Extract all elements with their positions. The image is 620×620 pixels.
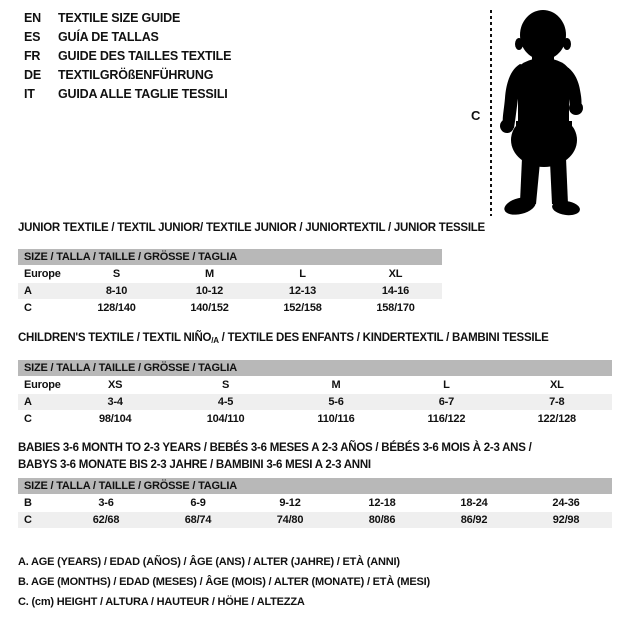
size-cell: 152/158 (283, 302, 322, 314)
size-cell: 10-12 (195, 285, 224, 297)
row-label: A (24, 396, 32, 408)
size-cell: 128/140 (97, 302, 136, 314)
size-cell: S (222, 379, 230, 391)
language-label: TEXTILE SIZE GUIDE (58, 11, 181, 25)
size-cell: 12-18 (368, 497, 396, 509)
language-list (24, 9, 231, 104)
table-row (18, 512, 612, 528)
table-row (18, 283, 442, 299)
row-label: C (24, 302, 32, 314)
size-cell: 158/170 (376, 302, 415, 314)
size-cell: XL (388, 268, 403, 280)
size-cell: 5-6 (328, 396, 344, 408)
size-cell: 62/68 (92, 514, 120, 526)
legend-line-c: C. (cm) HEIGHT / ALTURA / HAUTEUR / HÖHE / ALTEZZA (18, 596, 305, 608)
size-table-junior (18, 248, 442, 317)
size-cell: 92/98 (552, 514, 580, 526)
language-code: ES (24, 30, 41, 44)
size-bar-row (18, 249, 442, 265)
size-cell: 140/152 (190, 302, 229, 314)
section-title-text: JUNIOR TEXTILE / TEXTIL JUNIOR/ TEXTILE JUNIOR / JUNIORTEXTIL / JUNIOR TESSILE (18, 222, 485, 234)
section-title-text: CHILDREN'S TEXTILE / TEXTIL NIÑO (18, 332, 212, 344)
size-cell: 110/116 (317, 413, 355, 425)
section-title-children (18, 331, 618, 348)
row-label: C (24, 514, 32, 526)
row-label: B (24, 497, 32, 509)
size-bar-label: SIZE / TALLA / TAILLE / GRÖSSE / TAGLIA (18, 360, 612, 376)
size-cell: 116/122 (427, 413, 466, 425)
row-label: Europe (24, 268, 61, 280)
height-measure-line (490, 10, 492, 216)
size-cell: 14-16 (381, 285, 410, 297)
language-code: IT (24, 87, 35, 101)
table-row (18, 300, 442, 316)
size-cell: M (205, 268, 214, 280)
table-row (18, 266, 442, 282)
section-title-line2: BABYS 3-6 MONATE BIS 2-3 JAHRE / BAMBINI 3-6 MESI A 2-3 ANNI (18, 459, 371, 471)
size-cell: 24-36 (552, 497, 580, 509)
size-cell: L (299, 268, 306, 280)
size-cell: 74/80 (276, 514, 304, 526)
size-cell: 18-24 (460, 497, 488, 509)
size-bar-label: SIZE / TALLA / TAILLE / GRÖSSE / TAGLIA (18, 249, 442, 265)
table-row (18, 377, 612, 393)
size-table-children (18, 359, 612, 428)
size-cell: 6-9 (190, 497, 206, 509)
size-cell: S (112, 268, 121, 280)
size-cell: XS (108, 379, 123, 391)
size-cell: XL (549, 379, 564, 391)
size-cell: 12-13 (288, 285, 317, 297)
size-cell: 4-5 (217, 396, 234, 408)
size-cell: 3-4 (107, 396, 123, 408)
height-measure-label: C (471, 108, 481, 123)
legend-line-b: B. AGE (MONTHS) / EDAD (MESES) / ÂGE (MOIS) / ALTER (MONATE) / ETÀ (MESI) (18, 576, 430, 588)
row-label: C (24, 413, 32, 425)
table-row (18, 495, 612, 511)
language-label: TEXTILGRÖßENFÜHRUNG (58, 68, 214, 82)
size-cell: 9-12 (279, 497, 301, 509)
size-cell: 6-7 (438, 396, 455, 408)
size-cell: 8-10 (105, 285, 128, 297)
language-row (24, 85, 231, 104)
language-row (24, 66, 231, 85)
language-code: EN (24, 11, 41, 25)
section-title-text: / TEXTILE DES ENFANTS / KINDERTEXTIL / BAMBINI TESSILE (218, 332, 549, 344)
language-label: GUIDA ALLE TAGLIE TESSILI (58, 87, 228, 101)
size-cell: M (331, 379, 341, 391)
row-label: A (24, 285, 32, 297)
table-row (18, 411, 612, 427)
language-label: GUÍA DE TALLAS (58, 30, 159, 44)
size-bar-label: SIZE / TALLA / TAILLE / GRÖSSE / TAGLIA (18, 478, 612, 494)
language-row (24, 9, 231, 28)
size-cell: 122/128 (537, 413, 576, 425)
size-cell: 104/110 (206, 413, 245, 425)
row-label: Europe (24, 379, 61, 391)
size-cell: 68/74 (184, 514, 212, 526)
size-cell: 7-8 (549, 396, 565, 408)
language-code: FR (24, 49, 41, 63)
section-title-junior (18, 221, 618, 238)
size-cell: L (443, 379, 450, 391)
language-label: GUIDE DES TAILLES TEXTILE (58, 49, 232, 63)
language-row (24, 28, 231, 47)
size-cell: 80/86 (368, 514, 396, 526)
section-title-babies (18, 441, 618, 472)
size-cell: 3-6 (98, 497, 114, 509)
language-row (24, 47, 231, 66)
size-cell: 98/104 (98, 413, 132, 425)
measure-legend (18, 552, 430, 612)
table-row (18, 394, 612, 410)
size-table-babies (18, 477, 612, 529)
toddler-silhouette-icon (496, 6, 592, 216)
size-bar-row (18, 360, 612, 376)
size-bar-row (18, 478, 612, 494)
section-title-sub: /A (211, 336, 219, 345)
legend-line-a: A. AGE (YEARS) / EDAD (AÑOS) / ÂGE (ANS) / ALTER (JAHRE) / ETÀ (ANNI) (18, 556, 400, 568)
size-cell: 86/92 (460, 514, 488, 526)
section-title-text: BABIES 3-6 MONTH TO 2-3 YEARS / BEBÉS 3-6 MESES A 2-3 AÑOS / BÉBÉS 3-6 MOIS À 2-3 ANS / (18, 442, 532, 454)
language-code: DE (24, 68, 41, 82)
